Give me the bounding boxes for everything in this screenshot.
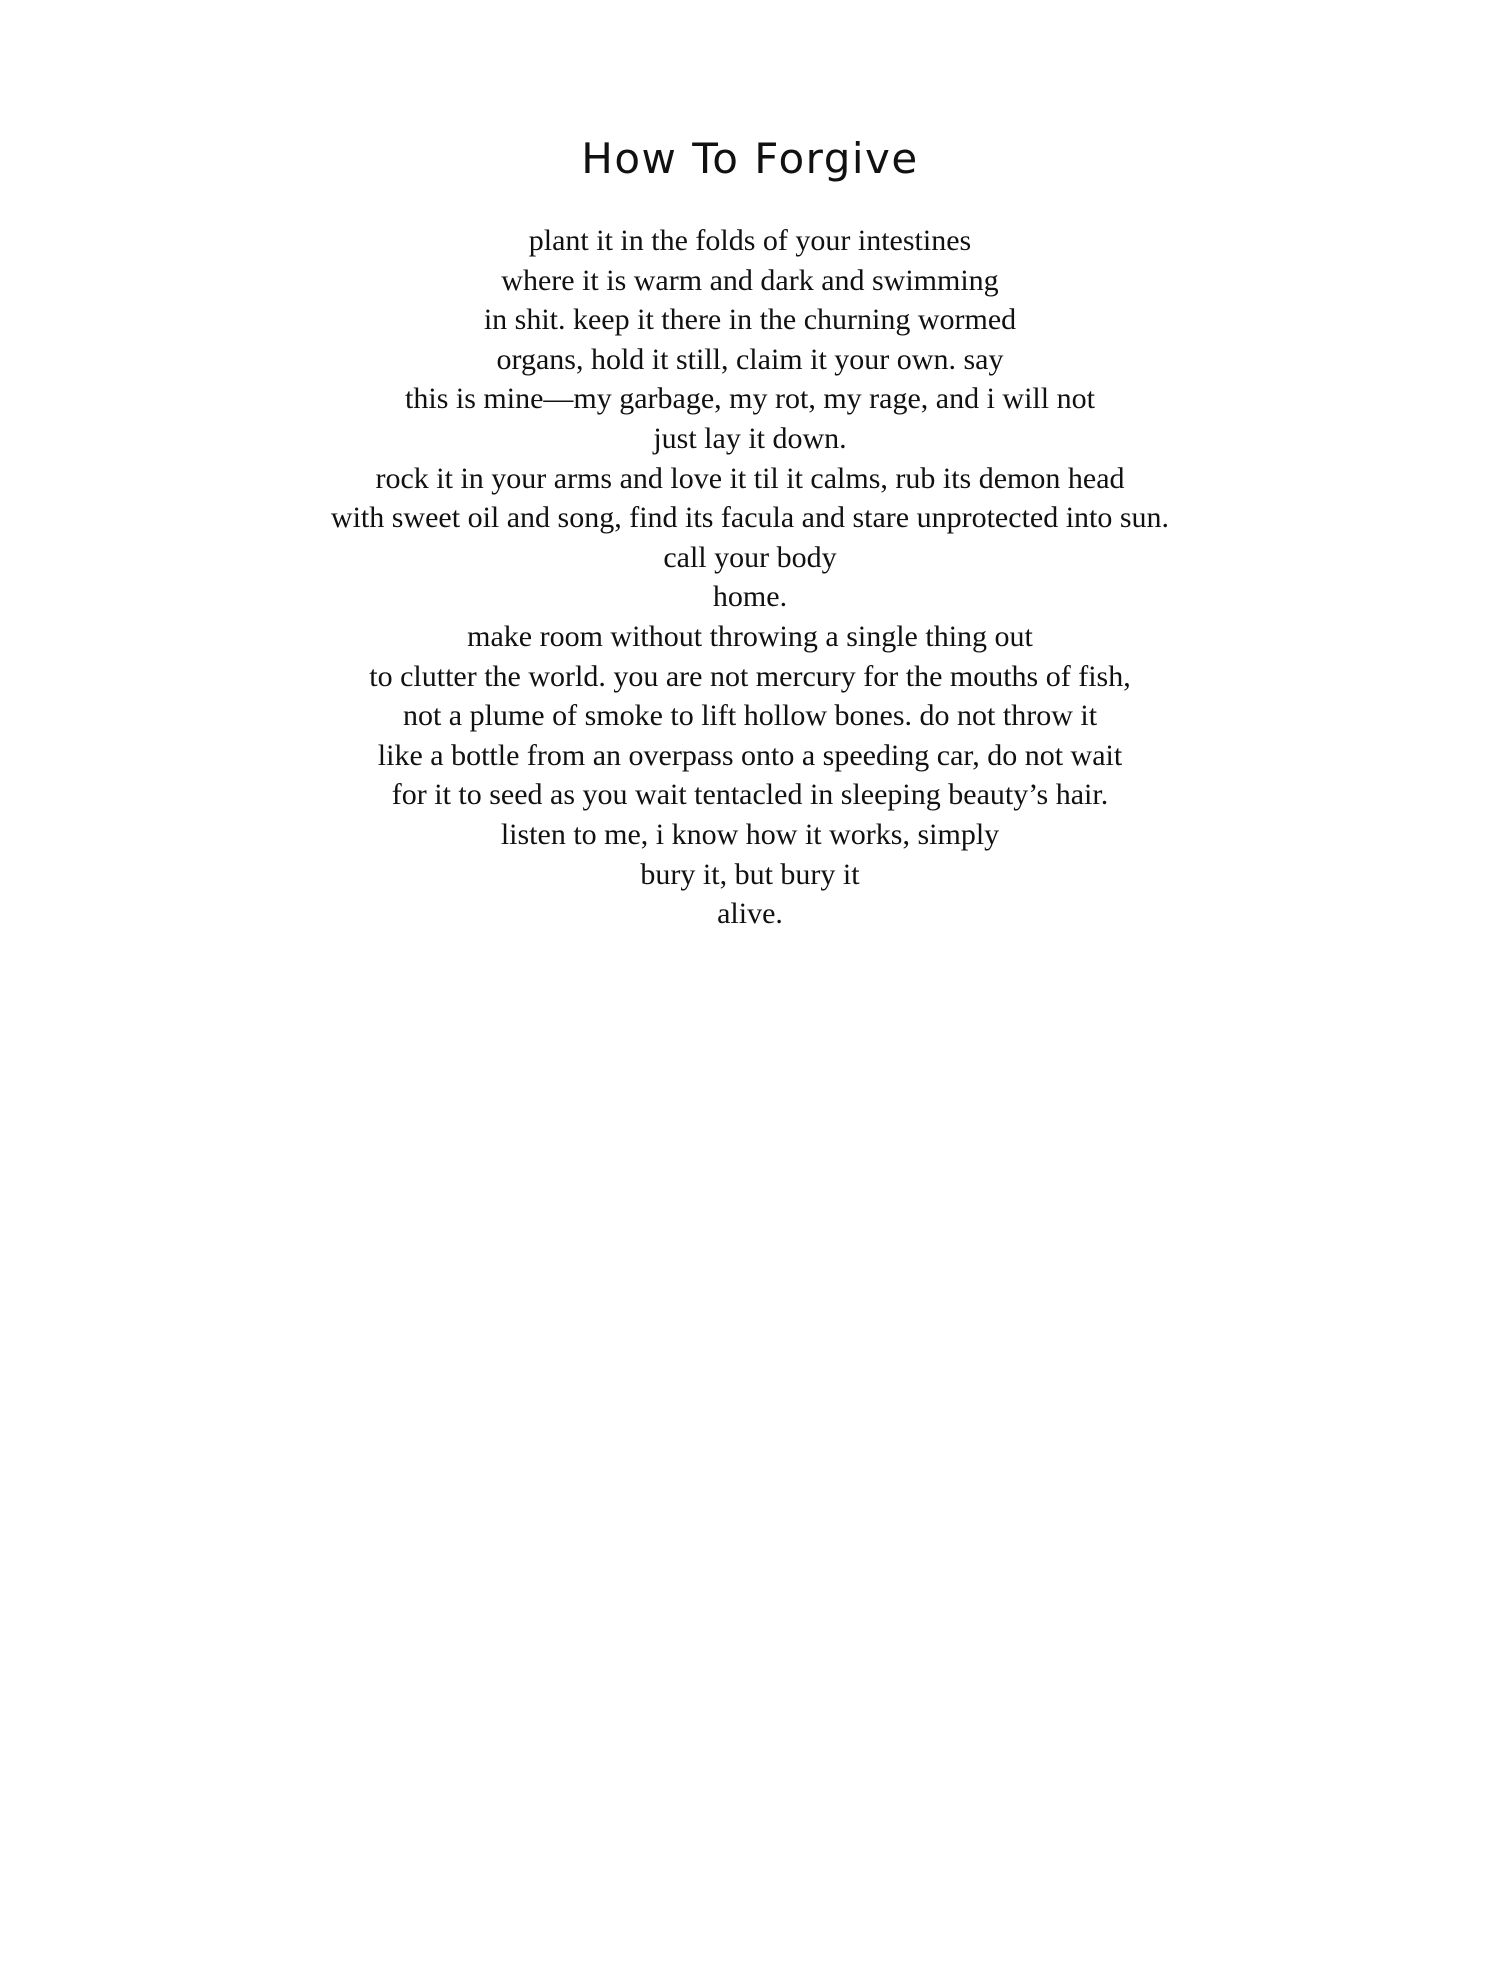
poem-line: just lay it down. bbox=[653, 421, 847, 455]
poem-line: home. bbox=[712, 580, 788, 614]
poem-line: with sweet oil and song, find its facula and stare unprotected into sun. bbox=[330, 501, 1170, 535]
poem-line: bury it, but bury it bbox=[640, 857, 860, 891]
poem-line: to clutter the world. you are not mercury for the mouths of fish, bbox=[369, 659, 1131, 693]
poem-line: this is mine—my garbage, my rot, my rage, and i will not bbox=[405, 382, 1095, 416]
poem-line: organs, hold it still, claim it your own. say bbox=[496, 342, 1004, 376]
poem-line: not a plume of smoke to lift hollow bones. do not throw it bbox=[402, 699, 1098, 733]
poem-line: like a bottle from an overpass onto a speeding car, do not wait bbox=[377, 738, 1123, 772]
poem-title: How To Forgive bbox=[581, 134, 919, 183]
poem-line: plant it in the folds of your intestines bbox=[528, 224, 972, 257]
poem-line: rock it in your arms and love it til it calms, rub its demon head bbox=[375, 461, 1125, 495]
poem-line: in shit. keep it there in the churning wormed bbox=[483, 303, 1017, 337]
poem-line: call your body bbox=[663, 540, 837, 574]
poem-body bbox=[0, 221, 1500, 934]
poem-line: where it is warm and dark and swimming bbox=[501, 263, 999, 297]
poem-line: alive. bbox=[717, 897, 783, 931]
poem-line: make room without throwing a single thing out bbox=[467, 619, 1033, 653]
poem-line: listen to me, i know how it works, simply bbox=[500, 817, 1000, 851]
poem-line: for it to seed as you wait tentacled in sleeping beauty’s hair. bbox=[391, 778, 1109, 812]
